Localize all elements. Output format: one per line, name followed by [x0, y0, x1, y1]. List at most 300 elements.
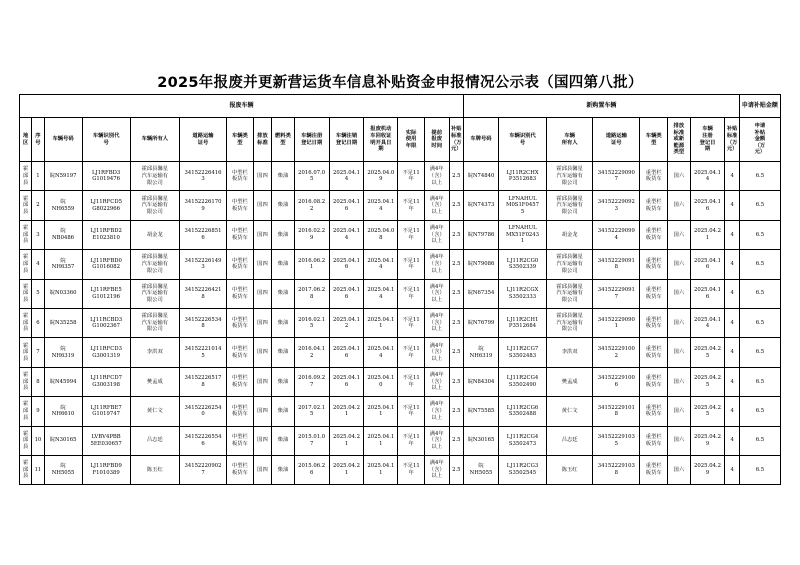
cell-new-plate: 皖N76799 — [464, 308, 499, 337]
cell-used-years: 不足11 年 — [398, 397, 425, 426]
cell-new-emission: 国六 — [668, 367, 691, 396]
cell-permit: 34152226170 9 — [179, 191, 226, 220]
cell-used-years: 不足11 年 — [398, 308, 425, 337]
cell-new-vtype: 重型栏 板货车 — [640, 308, 668, 337]
cell-new-vin: LJ11R2CG6 S3502488 — [498, 397, 546, 426]
table-row — [20, 250, 781, 279]
cell-new-subsidy: 4 — [725, 455, 739, 484]
cell-new-subsidy: 4 — [725, 250, 739, 279]
cell-used-years: 不足11 年 — [398, 426, 425, 455]
cell-new-owner: 霍邱县馨星 汽车运输有 限公司 — [547, 191, 593, 220]
col-subsidy: 补贴 标准 （万 元） — [449, 118, 464, 162]
cell-vin: LJ11RFBE7 G1019747 — [82, 397, 130, 426]
cell-apply-amount: 6.5 — [739, 397, 780, 426]
cell-new-vtype: 重型栏 板货车 — [640, 397, 668, 426]
cell-fuel: 柴油 — [272, 338, 295, 367]
cell-early-time: 满4年 （含） 以上 — [424, 162, 449, 191]
cell-scrap-cert-date: 2025.04.1 1 — [364, 426, 398, 455]
cell-seq: 9 — [32, 397, 44, 426]
cell-scrap-cert-date: 2025.04.0 8 — [364, 220, 398, 249]
cell-new-owner: 霍邱县馨星 汽车运输有 限公司 — [547, 250, 593, 279]
cell-owner: 黄仁文 — [130, 397, 179, 426]
group-apply: 申请补贴金额 — [739, 95, 780, 118]
cell-scrap-cert-date: 2025.04.1 1 — [364, 397, 398, 426]
col-new-vtype: 车辆类 型 — [640, 118, 668, 162]
col-new-emission: 排放 标准 或新 能源 类型 — [668, 118, 691, 162]
cell-new-owner: 吕志廷 — [547, 426, 593, 455]
cell-apply-amount: 6.5 — [739, 191, 780, 220]
cell-new-emission: 国六 — [668, 162, 691, 191]
cell-new-permit: 34152229090 1 — [593, 308, 640, 337]
cell-region: 霍 邱 县 — [20, 397, 32, 426]
cell-new-emission: 国六 — [668, 397, 691, 426]
cell-fuel: 柴油 — [272, 279, 295, 308]
col-early-time: 提前 报废 时间 — [424, 118, 449, 162]
cell-seq: 11 — [32, 455, 44, 484]
cell-vin: LVBV4PBB 5EE030657 — [82, 426, 130, 455]
cell-region: 霍 邱 县 — [20, 338, 32, 367]
cell-scrap-cert-date: 2025.04.1 4 — [364, 191, 398, 220]
cell-dereg-date: 2025.04.2 1 — [329, 455, 364, 484]
cell-new-vin: LJ11R2CGX S3502333 — [498, 279, 546, 308]
group-scrap: 报废车辆 — [20, 95, 464, 118]
cell-used-years: 不足11 年 — [398, 338, 425, 367]
cell-dereg-date: 2025.04.2 1 — [329, 397, 364, 426]
cell-plate: 皖 NH6610 — [44, 397, 82, 426]
cell-seq: 7 — [32, 338, 44, 367]
cell-fuel: 柴油 — [272, 308, 295, 337]
cell-new-plate: 皖N74373 — [464, 191, 499, 220]
cell-early-time: 满4年 （含） 以上 — [424, 338, 449, 367]
cell-new-reg-date: 2025.04.1 6 — [690, 279, 725, 308]
table-row — [20, 426, 781, 455]
cell-new-emission: 国六 — [668, 308, 691, 337]
cell-new-reg-date: 2025.04.1 4 — [690, 162, 725, 191]
cell-new-owner: 黄仁文 — [547, 397, 593, 426]
cell-new-vtype: 重型栏 板货车 — [640, 455, 668, 484]
cell-region: 霍 邱 县 — [20, 455, 32, 484]
cell-vtype: 中型栏 板货车 — [227, 397, 254, 426]
cell-subsidy: 2.5 — [449, 455, 464, 484]
cell-new-permit: 34152229099 4 — [593, 220, 640, 249]
cell-owner: 霍邱县馨星 汽车运输有 限公司 — [130, 279, 179, 308]
cell-dereg-date: 2025.04.1 4 — [329, 220, 364, 249]
table-body — [20, 162, 781, 485]
cell-plate: 皖 NB0486 — [44, 220, 82, 249]
cell-seq: 6 — [32, 308, 44, 337]
cell-permit: 34152226421 8 — [179, 279, 226, 308]
cell-apply-amount: 6.5 — [739, 220, 780, 249]
cell-plate: 皖N30165 — [44, 426, 82, 455]
cell-dereg-date: 2025.04.1 2 — [329, 308, 364, 337]
cell-new-reg-date: 2025.04.2 9 — [690, 426, 725, 455]
cell-new-vtype: 重型栏 板货车 — [640, 279, 668, 308]
cell-early-time: 满4年 （含） 以上 — [424, 397, 449, 426]
cell-new-vtype: 重型栏 板货车 — [640, 191, 668, 220]
cell-new-subsidy: 4 — [725, 367, 739, 396]
cell-new-permit: 34152229100 2 — [593, 338, 640, 367]
cell-new-vin: LJ11R2CH1 P3512684 — [498, 308, 546, 337]
cell-permit: 34152226254 0 — [179, 397, 226, 426]
report-table — [19, 94, 781, 485]
cell-early-time: 满4年 （含） 以上 — [424, 191, 449, 220]
cell-early-time: 满4年 （含） 以上 — [424, 367, 449, 396]
cell-new-owner: 霍邱县馨星 汽车运输有 限公司 — [547, 162, 593, 191]
cell-plate: 皖 NH6357 — [44, 250, 82, 279]
cell-dereg-date: 2025.04.1 6 — [329, 250, 364, 279]
cell-subsidy: 2.5 — [449, 162, 464, 191]
cell-emission: 国四 — [253, 455, 271, 484]
cell-seq: 2 — [32, 191, 44, 220]
cell-region: 霍 邱 县 — [20, 220, 32, 249]
cell-new-owner: 胡金龙 — [547, 220, 593, 249]
cell-plate: 皖 NH6559 — [44, 191, 82, 220]
cell-subsidy: 2.5 — [449, 426, 464, 455]
cell-region: 霍 邱 县 — [20, 191, 32, 220]
cell-region: 霍 邱 县 — [20, 426, 32, 455]
cell-subsidy: 2.5 — [449, 367, 464, 396]
cell-used-years: 不足11 年 — [398, 279, 425, 308]
cell-plate: 皖N35258 — [44, 308, 82, 337]
cell-new-subsidy: 4 — [725, 191, 739, 220]
cell-reg-date: 2016.04.1 2 — [294, 338, 329, 367]
cell-owner: 李洪双 — [130, 338, 179, 367]
cell-apply-amount: 6.5 — [739, 279, 780, 308]
cell-reg-date: 2016.02.1 5 — [294, 308, 329, 337]
cell-apply-amount: 6.5 — [739, 367, 780, 396]
cell-new-owner: 陈玉红 — [547, 455, 593, 484]
cell-permit: 34152220902 7 — [179, 455, 226, 484]
cell-new-plate: 皖N84304 — [464, 367, 499, 396]
cell-reg-date: 2016.02.2 9 — [294, 220, 329, 249]
cell-new-owner: 李洪双 — [547, 338, 593, 367]
cell-emission: 国四 — [253, 250, 271, 279]
cell-vtype: 中型栏 板货车 — [227, 308, 254, 337]
cell-subsidy: 2.5 — [449, 338, 464, 367]
cell-new-vin: LJ11R2CG4 S3502490 — [498, 367, 546, 396]
cell-seq: 8 — [32, 367, 44, 396]
cell-subsidy: 2.5 — [449, 191, 464, 220]
cell-new-permit: 34152229103 5 — [593, 426, 640, 455]
col-region: 地 区 — [20, 118, 32, 162]
cell-apply-amount: 6.5 — [739, 162, 780, 191]
cell-emission: 国四 — [253, 367, 271, 396]
cell-emission: 国四 — [253, 308, 271, 337]
cell-owner: 霍邱县馨星 汽车运输有 限公司 — [130, 162, 179, 191]
col-new-reg-date: 车辆 注册 登记日 期 — [690, 118, 725, 162]
cell-owner: 胡金龙 — [130, 220, 179, 249]
cell-reg-date: 2016.08.2 2 — [294, 191, 329, 220]
cell-vtype: 中型栏 板货车 — [227, 220, 254, 249]
cell-new-emission: 国六 — [668, 191, 691, 220]
cell-reg-date: 2016.06.2 1 — [294, 250, 329, 279]
group-new: 新购置车辆 — [464, 95, 740, 118]
cell-subsidy: 2.5 — [449, 220, 464, 249]
cell-reg-date: 2015.01.0 7 — [294, 426, 329, 455]
cell-new-vtype: 重型栏 板货车 — [640, 220, 668, 249]
table-row — [20, 220, 781, 249]
cell-new-vtype: 重型栏 板货车 — [640, 367, 668, 396]
col-new-owner: 车辆 所有人 — [547, 118, 593, 162]
cell-new-subsidy: 4 — [725, 279, 739, 308]
cell-permit: 34152226851 6 — [179, 220, 226, 249]
col-reg-date: 车辆注册 登记日期 — [294, 118, 329, 162]
cell-new-emission: 国六 — [668, 455, 691, 484]
cell-reg-date: 2016.07.0 5 — [294, 162, 329, 191]
cell-emission: 国四 — [253, 397, 271, 426]
col-apply-amount: 申请 补贴 金额 （万 元） — [739, 118, 780, 162]
cell-fuel: 柴油 — [272, 426, 295, 455]
cell-scrap-cert-date: 2025.04.1 1 — [364, 308, 398, 337]
cell-vin: LJ11RFCD5 G8022966 — [82, 191, 130, 220]
cell-dereg-date: 2025.04.1 6 — [329, 338, 364, 367]
cell-emission: 国四 — [253, 279, 271, 308]
cell-new-subsidy: 4 — [725, 426, 739, 455]
col-vin: 车辆识别代 号 — [82, 118, 130, 162]
cell-fuel: 柴油 — [272, 397, 295, 426]
cell-subsidy: 2.5 — [449, 279, 464, 308]
cell-scrap-cert-date: 2025.04.1 1 — [364, 455, 398, 484]
cell-used-years: 不足11 年 — [398, 220, 425, 249]
cell-dereg-date: 2025.04.1 6 — [329, 191, 364, 220]
cell-new-reg-date: 2025.04.2 5 — [690, 397, 725, 426]
col-new-permit: 道路运输 证号 — [593, 118, 640, 162]
cell-used-years: 不足11 年 — [398, 367, 425, 396]
cell-new-vin: LJ11R2CHX P3512683 — [498, 162, 546, 191]
cell-plate: 皖 NH5055 — [44, 455, 82, 484]
cell-owner: 陈玉红 — [130, 455, 179, 484]
cell-plate: 皖N45994 — [44, 367, 82, 396]
cell-dereg-date: 2025.04.1 6 — [329, 367, 364, 396]
table-row — [20, 191, 781, 220]
cell-new-owner: 樊孟成 — [547, 367, 593, 396]
cell-scrap-cert-date: 2025.04.1 4 — [364, 279, 398, 308]
cell-early-time: 满4年 （含） 以上 — [424, 250, 449, 279]
cell-new-reg-date: 2025.04.1 4 — [690, 308, 725, 337]
cell-vtype: 中型栏 板货车 — [227, 367, 254, 396]
cell-new-emission: 国六 — [668, 426, 691, 455]
cell-new-subsidy: 4 — [725, 308, 739, 337]
col-new-plate: 车牌号码 — [464, 118, 499, 162]
cell-scrap-cert-date: 2025.04.0 9 — [364, 162, 398, 191]
cell-region: 霍 邱 县 — [20, 308, 32, 337]
cell-vin: LJ11RFBE5 G1012196 — [82, 279, 130, 308]
cell-new-plate: 皖 NH5055 — [464, 455, 499, 484]
cell-vin: LJ11RFCD3 G3001319 — [82, 338, 130, 367]
cell-vin: LJ11RCBD3 G1002367 — [82, 308, 130, 337]
cell-new-subsidy: 4 — [725, 338, 739, 367]
cell-vin: LJ1RFBD3 G1019476 — [82, 162, 130, 191]
cell-subsidy: 2.5 — [449, 397, 464, 426]
cell-seq: 10 — [32, 426, 44, 455]
cell-new-permit: 34152229101 8 — [593, 397, 640, 426]
cell-subsidy: 2.5 — [449, 308, 464, 337]
col-permit: 道路运输 证号 — [179, 118, 226, 162]
cell-vtype: 中型栏 板货车 — [227, 455, 254, 484]
cell-emission: 国四 — [253, 191, 271, 220]
cell-used-years: 不足11 年 — [398, 250, 425, 279]
cell-vin: LJ11RFBD9 F1010389 — [82, 455, 130, 484]
cell-new-vtype: 重型栏 板货车 — [640, 250, 668, 279]
cell-seq: 4 — [32, 250, 44, 279]
cell-new-plate: 皖N79086 — [464, 250, 499, 279]
cell-new-vin: LJ11R2CG0 S3502339 — [498, 250, 546, 279]
cell-emission: 国四 — [253, 338, 271, 367]
cell-seq: 1 — [32, 162, 44, 191]
cell-used-years: 不足11 年 — [398, 191, 425, 220]
cell-new-reg-date: 2025.04.1 6 — [690, 191, 725, 220]
cell-emission: 国四 — [253, 426, 271, 455]
col-seq: 序 号 — [32, 118, 44, 162]
cell-owner: 霍邱县馨星 汽车运输有 限公司 — [130, 308, 179, 337]
cell-new-permit: 34152229103 8 — [593, 455, 640, 484]
cell-dereg-date: 2025.04.1 6 — [329, 279, 364, 308]
cell-new-reg-date: 2025.04.2 5 — [690, 367, 725, 396]
cell-apply-amount: 6.5 — [739, 308, 780, 337]
col-dereg-date: 车辆注销 登记日期 — [329, 118, 364, 162]
cell-fuel: 柴油 — [272, 191, 295, 220]
cell-permit: 34152226534 8 — [179, 308, 226, 337]
col-new-vin: 车辆识别代 号 — [498, 118, 546, 162]
cell-new-reg-date: 2025.04.1 6 — [690, 250, 725, 279]
col-vtype: 车辆类 型 — [227, 118, 254, 162]
cell-new-vtype: 重型栏 板货车 — [640, 162, 668, 191]
cell-new-emission: 国六 — [668, 250, 691, 279]
cell-new-permit: 34152229091 8 — [593, 250, 640, 279]
cell-new-owner: 霍邱县馨星 汽车运输有 限公司 — [547, 308, 593, 337]
table-row — [20, 367, 781, 396]
table-row — [20, 455, 781, 484]
cell-new-plate: 皖N74840 — [464, 162, 499, 191]
cell-seq: 5 — [32, 279, 44, 308]
cell-vtype: 中型栏 板货车 — [227, 191, 254, 220]
cell-scrap-cert-date: 2025.04.1 4 — [364, 250, 398, 279]
cell-reg-date: 2017.06.2 8 — [294, 279, 329, 308]
cell-apply-amount: 6.5 — [739, 338, 780, 367]
cell-owner: 樊孟成 — [130, 367, 179, 396]
cell-reg-date: 2015.06.2 6 — [294, 455, 329, 484]
cell-new-vin: LFNAHUL M0S1F0457 5 — [498, 191, 546, 220]
cell-new-vin: LJ11R2CG4 S3502473 — [498, 426, 546, 455]
table-row — [20, 162, 781, 191]
cell-region: 霍 邱 县 — [20, 162, 32, 191]
cell-early-time: 满4年 （含） 以上 — [424, 455, 449, 484]
cell-fuel: 柴油 — [272, 455, 295, 484]
cell-new-emission: 国六 — [668, 279, 691, 308]
cell-new-subsidy: 4 — [725, 220, 739, 249]
cell-new-reg-date: 2025.04.2 9 — [690, 455, 725, 484]
cell-early-time: 满4年 （含） 以上 — [424, 220, 449, 249]
page-title: 2025年报废并更新营运货车信息补贴资金申报情况公示表（国四第八批） — [157, 75, 643, 91]
cell-new-subsidy: 4 — [725, 162, 739, 191]
table-row — [20, 308, 781, 337]
cell-permit: 34152221014 5 — [179, 338, 226, 367]
cell-used-years: 不足11 年 — [398, 162, 425, 191]
cell-vin: LJ11RFBD2 E1023810 — [82, 220, 130, 249]
cell-permit: 34152226554 6 — [179, 426, 226, 455]
cell-permit: 34152226149 3 — [179, 250, 226, 279]
table-row — [20, 397, 781, 426]
cell-fuel: 柴油 — [272, 220, 295, 249]
cell-new-vtype: 重型栏 板货车 — [640, 426, 668, 455]
cell-new-owner: 霍邱县馨星 汽车运输有 限公司 — [547, 279, 593, 308]
cell-subsidy: 2.5 — [449, 250, 464, 279]
cell-owner: 吕志廷 — [130, 426, 179, 455]
cell-new-plate: 皖N30165 — [464, 426, 499, 455]
cell-new-subsidy: 4 — [725, 397, 739, 426]
cell-new-plate: 皖N67354 — [464, 279, 499, 308]
cell-new-permit: 34152229090 7 — [593, 162, 640, 191]
cell-plate: 皖N03360 — [44, 279, 82, 308]
col-emission: 排放 标准 — [253, 118, 271, 162]
cell-early-time: 满4年 （含） 以上 — [424, 308, 449, 337]
table-row — [20, 338, 781, 367]
cell-vtype: 中型栏 板货车 — [227, 338, 254, 367]
cell-owner: 霍邱县馨星 汽车运输有 限公司 — [130, 250, 179, 279]
cell-scrap-cert-date: 2025.04.1 4 — [364, 338, 398, 367]
cell-dereg-date: 2025.04.1 4 — [329, 162, 364, 191]
col-used-years: 实际 使用 年限 — [398, 118, 425, 162]
cell-new-emission: 国六 — [668, 220, 691, 249]
cell-vtype: 中型栏 板货车 — [227, 250, 254, 279]
cell-early-time: 满4年 （含） 以上 — [424, 279, 449, 308]
cell-new-plate: 皖N75585 — [464, 397, 499, 426]
cell-new-plate: 皖N79786 — [464, 220, 499, 249]
cell-new-vin: LJ11R2CG3 S3502545 — [498, 455, 546, 484]
cell-region: 霍 邱 县 — [20, 367, 32, 396]
col-scrap-cert-date: 报废机动 车回收证 明开具日 期 — [364, 118, 398, 162]
cell-owner: 霍邱县馨星 汽车运输有 限公司 — [130, 191, 179, 220]
cell-permit: 34152226517 8 — [179, 367, 226, 396]
cell-new-permit: 34152229100 6 — [593, 367, 640, 396]
cell-region: 霍 邱 县 — [20, 279, 32, 308]
cell-region: 霍 邱 县 — [20, 250, 32, 279]
cell-plate: 皖 NH6319 — [44, 338, 82, 367]
cell-new-vin: LFNAHUL MX51F0243 1 — [498, 220, 546, 249]
col-owner: 车辆所有人 — [130, 118, 179, 162]
cell-permit: 34152226416 3 — [179, 162, 226, 191]
cell-apply-amount: 6.5 — [739, 426, 780, 455]
table-row — [20, 279, 781, 308]
cell-new-vtype: 重型栏 板货车 — [640, 338, 668, 367]
cell-emission: 国四 — [253, 162, 271, 191]
cell-dereg-date: 2025.04.2 1 — [329, 426, 364, 455]
cell-new-permit: 34152229091 7 — [593, 279, 640, 308]
cell-new-permit: 34152229092 3 — [593, 191, 640, 220]
cell-used-years: 不足11 年 — [398, 455, 425, 484]
cell-new-plate: 皖 NH6319 — [464, 338, 499, 367]
cell-emission: 国四 — [253, 220, 271, 249]
cell-new-reg-date: 2025.04.2 5 — [690, 338, 725, 367]
cell-apply-amount: 6.5 — [739, 455, 780, 484]
cell-apply-amount: 6.5 — [739, 250, 780, 279]
cell-reg-date: 2017.02.1 5 — [294, 397, 329, 426]
cell-seq: 3 — [32, 220, 44, 249]
cell-new-emission: 国六 — [668, 338, 691, 367]
cell-vin: LJ11RFBD0 G1016082 — [82, 250, 130, 279]
cell-early-time: 满4年 （含） 以上 — [424, 426, 449, 455]
cell-plate: 皖N59197 — [44, 162, 82, 191]
cell-scrap-cert-date: 2025.04.1 0 — [364, 367, 398, 396]
col-plate: 车辆号码 — [44, 118, 82, 162]
cell-fuel: 柴油 — [272, 367, 295, 396]
cell-fuel: 柴油 — [272, 250, 295, 279]
cell-new-reg-date: 2025.04.2 1 — [690, 220, 725, 249]
cell-vtype: 中型栏 板货车 — [227, 279, 254, 308]
col-fuel: 燃料类 型 — [272, 118, 295, 162]
cell-fuel: 柴油 — [272, 162, 295, 191]
cell-vtype: 中型栏 板货车 — [227, 426, 254, 455]
